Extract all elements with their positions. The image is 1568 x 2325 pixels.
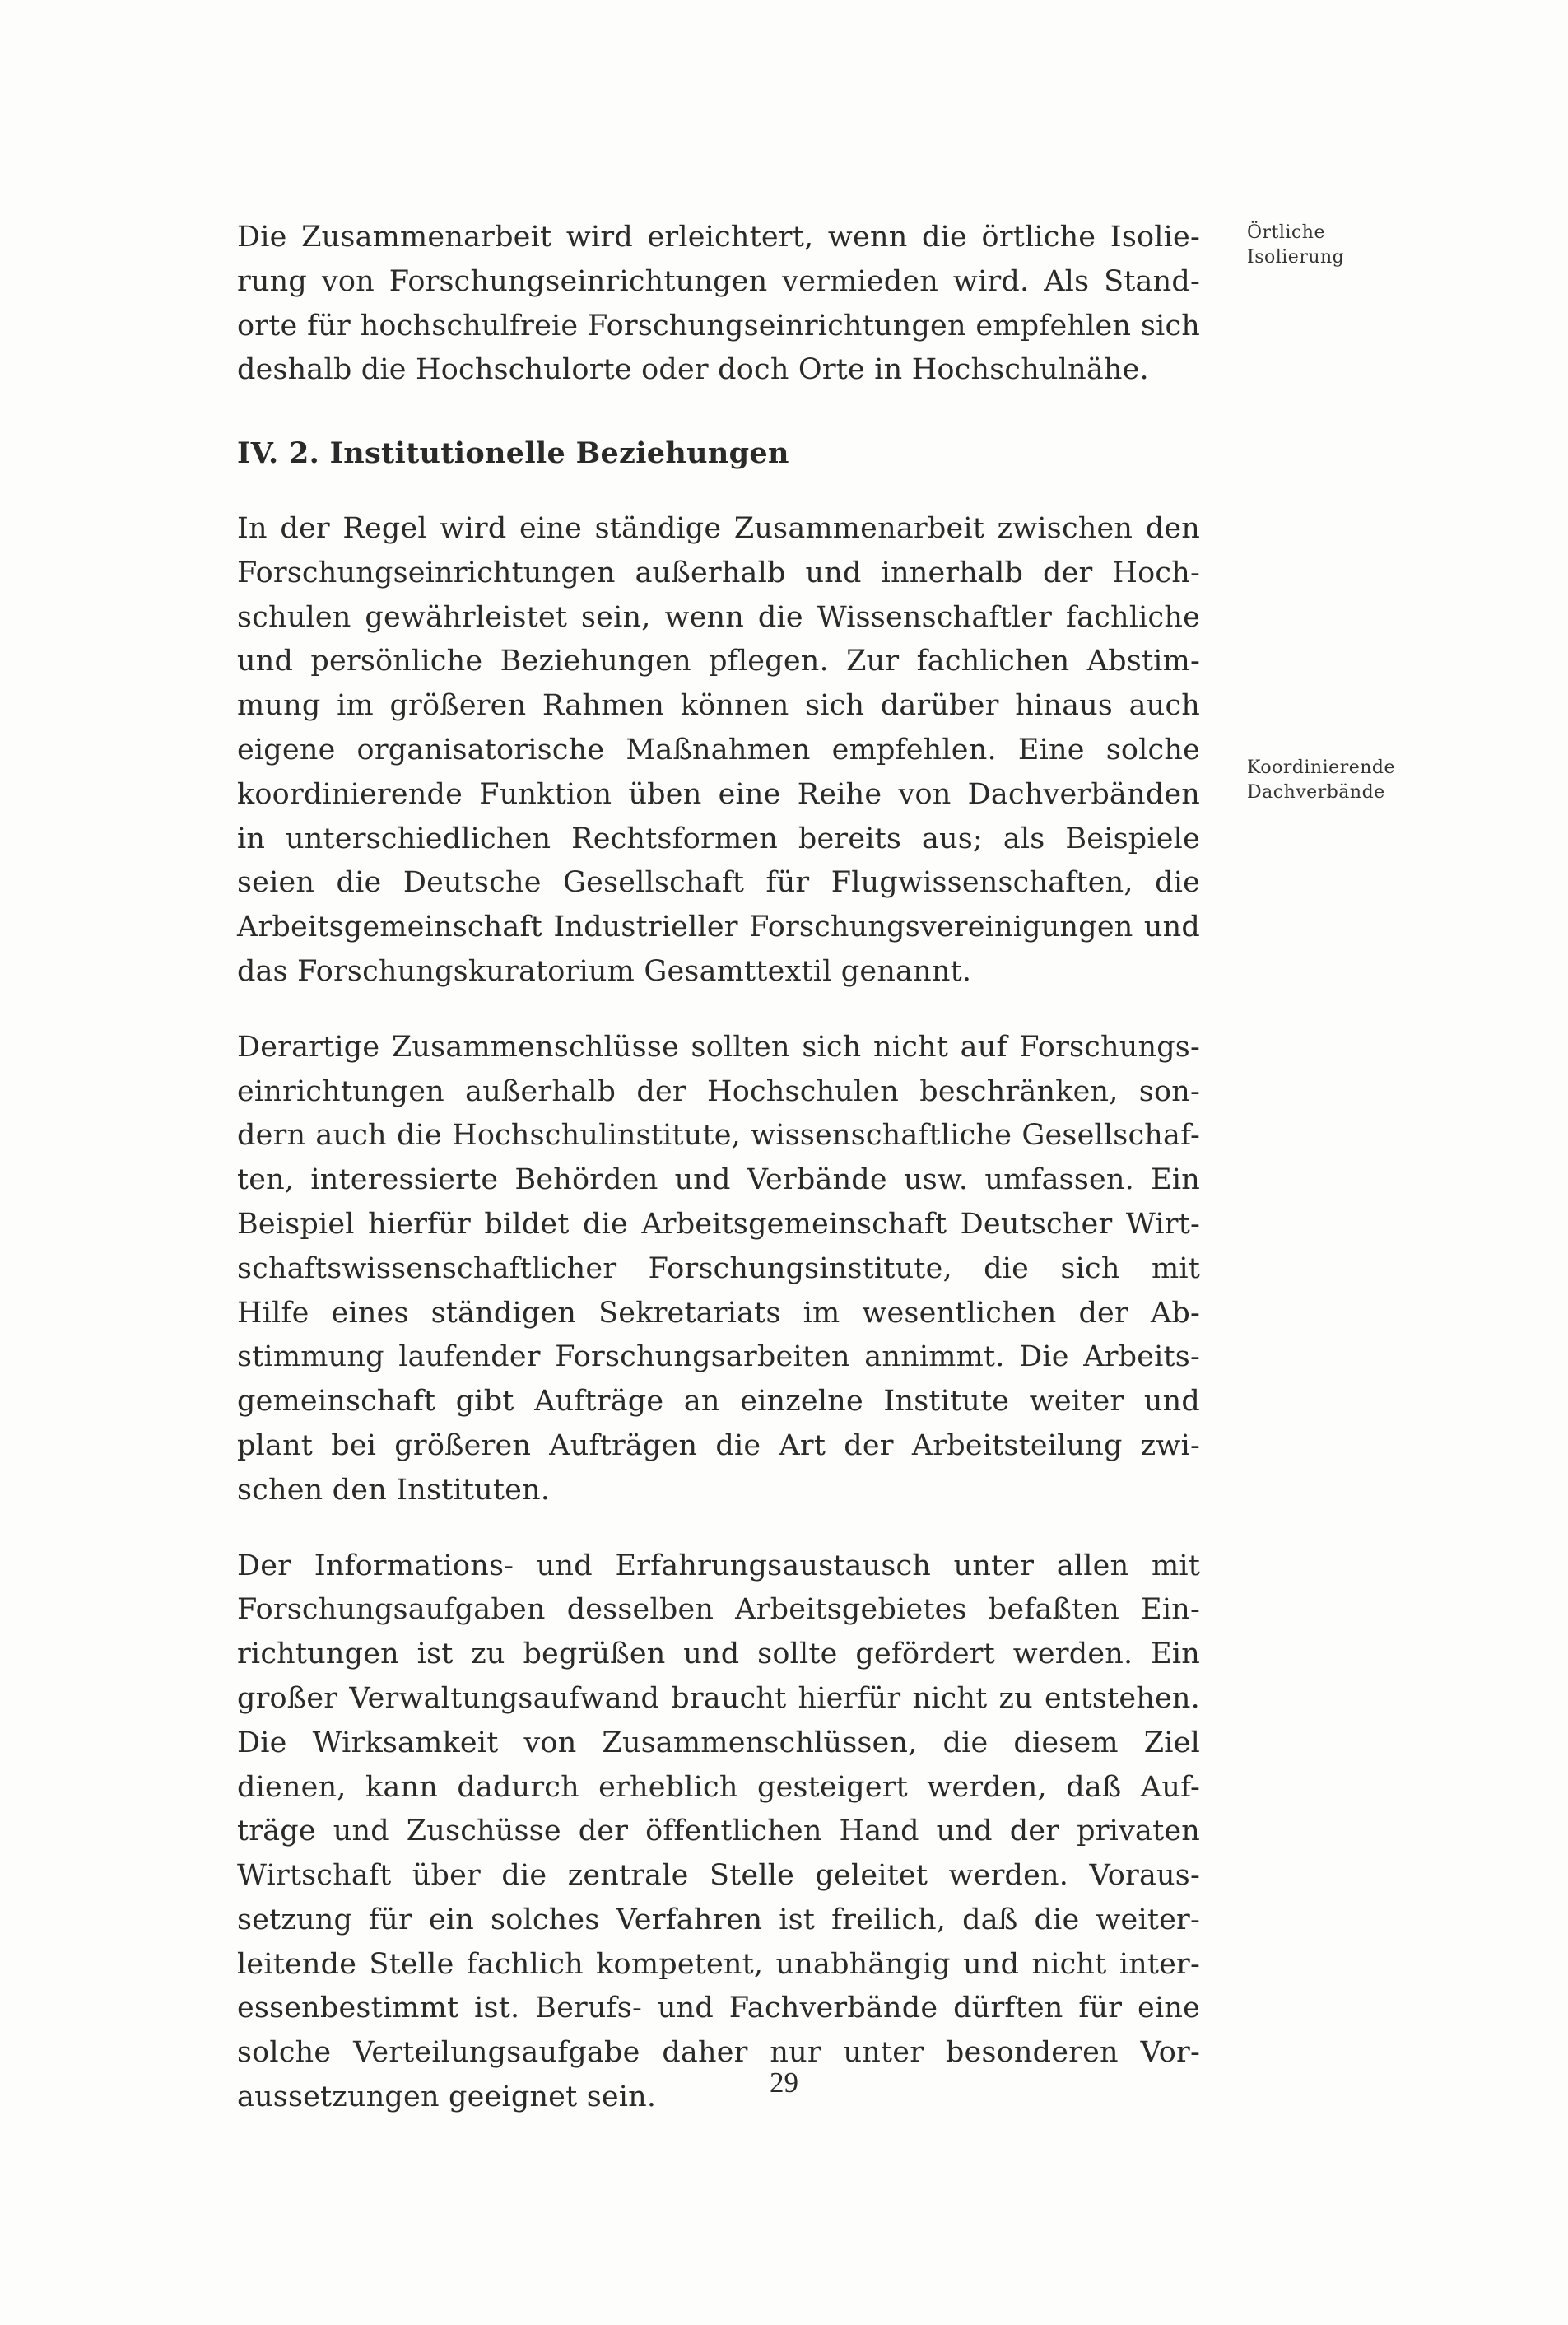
text-line: leitende Stelle fachlich kompetent, unabhängig und nicht inter- — [237, 1947, 1200, 1981]
text-line: seien die Deutsche Gesellschaft für Flugwissenschaften, die — [237, 866, 1200, 900]
text-line: in unterschiedlichen Rechtsformen bereits aus; als Beispiele — [237, 822, 1200, 855]
text-line: schen den Instituten. — [237, 1473, 551, 1507]
text-line: Beispiel hierfür bildet die Arbeitsgemeinschaft Deutscher Wirt- — [237, 1207, 1200, 1241]
margin-note-line: Dachverbände — [1247, 782, 1385, 803]
text-line: Forschungseinrichtungen außerhalb und innerhalb der Hoch- — [237, 556, 1200, 589]
text-line: rung von Forschungseinrichtungen vermieden wird. Als Stand- — [237, 264, 1200, 298]
text-line: mung im größeren Rahmen können sich darüber hinaus auch — [237, 689, 1200, 723]
text-line: In der Regel wird eine ständige Zusammenarbeit zwischen den — [237, 511, 1200, 545]
text-line: setzung für ein solches Verfahren ist freilich, daß die weiter- — [237, 1903, 1200, 1936]
text-line: Der Informations- und Erfahrungsaustausch unter allen mit — [237, 1549, 1200, 1582]
section-heading: IV. 2. Institutionelle Beziehungen — [237, 436, 789, 471]
text-line: Forschungsaufgaben desselben Arbeitsgebietes befaßten Ein- — [237, 1593, 1200, 1627]
margin-note-line: Koordinierende — [1247, 757, 1396, 778]
text-line: träge und Zuschüsse der öffentlichen Hand und der privaten — [237, 1815, 1200, 1848]
text-line: Wirtschaft über die zentrale Stelle geleitet werden. Voraus- — [237, 1859, 1200, 1893]
text-line: stimmung laufender Forschungsarbeiten annimmt. Die Arbeits- — [237, 1340, 1200, 1374]
text-line: einrichtungen außerhalb der Hochschulen beschränken, son- — [237, 1074, 1200, 1108]
text-line: Die Wirksamkeit von Zusammenschlüssen, die diesem Ziel — [237, 1726, 1200, 1759]
text-line: orte für hochschulfreie Forschungseinrichtungen empfehlen sich — [237, 309, 1200, 342]
text-line: koordinierende Funktion üben eine Reihe von Dachverbänden — [237, 777, 1200, 811]
margin-note-line: Örtliche — [1247, 222, 1325, 243]
text-line: Die Zusammenarbeit wird erleichtert, wenn die örtliche Isolie- — [237, 221, 1200, 254]
main-text-column — [237, 216, 1200, 2120]
text-line: gemeinschaft gibt Aufträge an einzelne Institute weiter und — [237, 1385, 1200, 1419]
margin-note-line: Isolierung — [1247, 247, 1345, 268]
text-line: schaftswissenschaftlicher Forschungsinstitute, die sich mit — [237, 1251, 1200, 1285]
text-line: dienen, kann dadurch erheblich gesteigert werden, daß Auf- — [237, 1770, 1200, 1804]
text-line: ten, interessierte Behörden und Verbände usw. umfassen. Ein — [237, 1163, 1200, 1197]
paragraph-1 — [237, 216, 1200, 393]
text-line: deshalb die Hochschulorte oder doch Orte in Hochschulnähe. — [237, 353, 1149, 387]
page-number: 29 — [770, 2066, 798, 2099]
text-line: schulen gewährleistet sein, wenn die Wissenschaftler fachliche — [237, 600, 1200, 634]
margin-note-oertliche-isolierung — [1247, 221, 1344, 270]
paragraph-3 — [237, 1026, 1200, 1513]
text-line: aussetzungen geeignet sein. — [237, 2080, 657, 2114]
text-line: großer Verwaltungsaufwand braucht hierfür nicht zu entstehen. — [237, 1681, 1200, 1715]
text-line: solche Verteilungsaufgabe daher nur unter besonderen Vor- — [237, 2036, 1200, 2070]
text-line: Hilfe eines ständigen Sekretariats im wesentlichen der Ab- — [237, 1296, 1200, 1330]
text-line: und persönliche Beziehungen pflegen. Zur fachlichen Abstim- — [237, 645, 1200, 678]
text-line: das Forschungskuratorium Gesamttextil genannt. — [237, 954, 972, 988]
text-line: eigene organisatorische Maßnahmen empfehlen. Eine solche — [237, 733, 1200, 766]
text-line: richtungen ist zu begrüßen und sollte gefördert werden. Ein — [237, 1638, 1200, 1671]
margin-note-koordinierende-dachverbaende — [1247, 756, 1395, 805]
text-line: Arbeitsgemeinschaft Industrieller Forschungsvereinigungen und — [237, 911, 1200, 944]
text-line: essenbestimmt ist. Berufs- und Fachverbände dürften für eine — [237, 1992, 1200, 2025]
text-line: plant bei größeren Aufträgen die Art der Arbeitsteilung zwi- — [237, 1428, 1200, 1462]
paragraph-2 — [237, 507, 1200, 995]
text-line: Derartige Zusammenschlüsse sollten sich nicht auf Forschungs- — [237, 1030, 1200, 1064]
text-line: dern auch die Hochschulinstitute, wissenschaftliche Gesellschaf- — [237, 1119, 1200, 1153]
paragraph-4 — [237, 1545, 1200, 2120]
